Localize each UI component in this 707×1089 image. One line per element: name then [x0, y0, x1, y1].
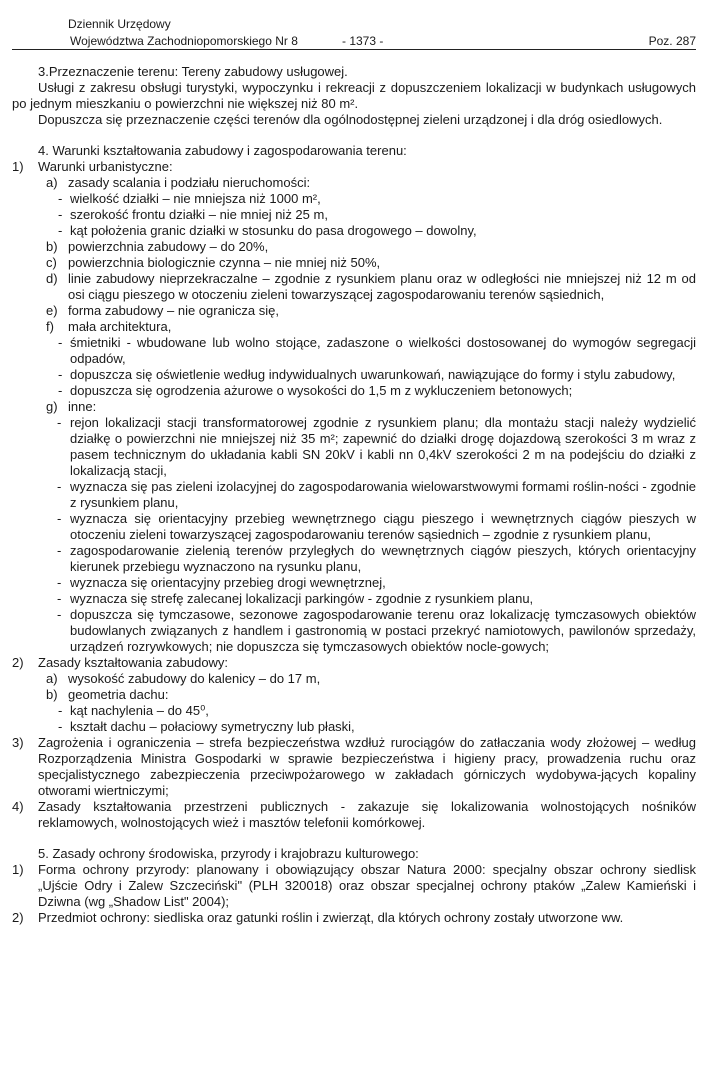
section-4-title: 4. Warunki kształtowania zabudowy i zagospodarowania terenu: — [38, 143, 407, 158]
dash-item — [12, 511, 696, 543]
dash-item — [12, 367, 696, 383]
list-item-text: mała architektura, — [68, 319, 172, 334]
list-item-text: forma zabudowy – nie ogranicza się, — [68, 303, 280, 318]
dash-item-text: kąt położenia granic działki w stosunku do pasa drogowego – dowolny, — [70, 223, 477, 238]
sub-list-item — [12, 687, 696, 703]
document-body — [12, 64, 696, 926]
list-item-text: Zasady kształtowania zabudowy: — [38, 655, 229, 670]
list-marker: 3) — [12, 735, 24, 750]
dash-marker: - — [58, 335, 63, 350]
sub-list-item — [12, 239, 696, 255]
page-header — [12, 16, 696, 50]
dash-item — [12, 591, 696, 607]
dash-item — [12, 575, 696, 591]
list-item-text: zasady scalania i podziału nieruchomości: — [68, 175, 311, 190]
dash-item-text: wyznacza się orientacyjny przebieg wewnętrznego ciągu pieszego i wewnętrznych ciągów pieszych w otoczeniu zieleni towarzyszącej zagospodarowaniu terenów sąsiednich – zgodnie z rysunkiem planu, — [70, 511, 696, 542]
sub-list-item — [12, 671, 696, 687]
list-marker: b) — [46, 239, 58, 254]
list-item — [12, 655, 696, 671]
dash-item-text: kształt dachu – połaciowy symetryczny lub płaski, — [70, 719, 355, 734]
dash-item-text: rejon lokalizacji stacji transformatorowej zgodnie z rysunkiem planu; dla montażu stacji należy wydzielić działkę o powierzchni nie mniejszej niż 35 m²; zapewnić do działki drogę dojazdową szerokości 3 m wraz z pasem technicznym do układania kabli SN 20kV i kabli nn 0,4kV szerokości 2 m na podejściu do działki z lokalizacją stacji, — [70, 415, 696, 478]
list-item — [12, 159, 696, 175]
dash-item — [12, 207, 696, 223]
page-number: - 1373 - — [342, 34, 384, 48]
list-marker: 2) — [12, 655, 24, 670]
dash-marker: - — [58, 703, 63, 718]
dash-item-text: wyznacza się pas zieleni izolacyjnej do zagospodarowania wielowarstwowymi formami roślin-ności - zgodnie z rysunkiem planu, — [70, 479, 696, 510]
list-marker: e) — [46, 303, 58, 318]
list-marker: d) — [46, 271, 58, 286]
sub-list-item — [12, 271, 696, 303]
list-marker: 2) — [12, 910, 24, 925]
dash-item — [12, 335, 696, 367]
dash-marker: - — [58, 383, 63, 398]
dash-item — [12, 719, 696, 735]
sub-list-item — [12, 319, 696, 335]
dash-marker: - — [57, 543, 62, 558]
dash-marker: - — [57, 415, 62, 430]
sub-list-item — [12, 255, 696, 271]
list-item-text: Zasady kształtowania przestrzeni publicznych - zakazuje się lokalizowania wolnostojących nośników reklamowych, wolnostojących wież i masztów telefonii komórkowej. — [38, 799, 696, 830]
list-item-text: wysokość zabudowy do kalenicy – do 17 m, — [68, 671, 321, 686]
dash-item — [12, 703, 696, 719]
sub-list-item — [12, 175, 696, 191]
list-item-text: inne: — [68, 399, 97, 414]
dash-marker: - — [58, 191, 63, 206]
dash-item-text: wielkość działki – nie mniejsza niż 1000 m², — [70, 191, 321, 206]
list-item-text: linie zabudowy nieprzekraczalne – zgodnie z rysunkiem planu oraz w odległości nie mniejszej niż 12 m od osi ciągu pieszego w otoczeniu zieleni towarzyszącej zagospodarowaniu terenów sąsiednich, — [68, 271, 696, 302]
list-marker: g) — [46, 399, 58, 414]
list-item-text: Warunki urbanistyczne: — [38, 159, 173, 174]
journal-title: Dziennik Urzędowy — [68, 17, 171, 31]
dash-item — [12, 191, 696, 207]
dash-item — [12, 223, 696, 239]
list-item-text: powierzchnia biologicznie czynna – nie mniej niż 50%, — [68, 255, 381, 270]
list-marker: a) — [46, 175, 58, 190]
list-marker: 1) — [12, 159, 24, 174]
list-marker: c) — [46, 255, 57, 270]
sub-list-item — [12, 303, 696, 319]
dash-item-text: szerokość frontu działki – nie mniej niż 25 m, — [70, 207, 328, 222]
dash-item — [12, 383, 696, 399]
dash-item-text: zagospodarowanie zielenią terenów przyległych do wewnętrznych ciągów pieszych, których orientacyjny kierunek przebiegu wyznaczono na rysunku planu, — [70, 543, 696, 574]
list-item-text: Forma ochrony przyrody: planowany i obowiązujący obszar Natura 2000: specjalny obszar ochrony siedlisk „Ujście Odry i Zalew Szczeciński" (PLH 320018) oraz obszar specjalnej ochrony ptaków „Zalew Kamieński i Dziwna (wg „Shadow List" 2004); — [38, 862, 696, 909]
dash-marker: - — [57, 607, 62, 622]
section-3-paragraph: Usługi z zakresu obsługi turystyki, wypoczynku i rekreacji z dopuszczeniem lokalizacji w budynkach usługowych po jednym mieszkaniu o powierzchni nie większej niż 80 m². — [12, 80, 696, 111]
list-marker: 4) — [12, 799, 24, 814]
dash-item-text: wyznacza się orientacyjny przebieg drogi wewnętrznej, — [70, 575, 386, 590]
list-item-text: Przedmiot ochrony: siedliska oraz gatunki roślin i zwierząt, dla których ochrony zostały utworzone ww. — [38, 910, 624, 925]
dash-item — [12, 415, 696, 479]
dash-item-text: dopuszcza się ogrodzenia ażurowe o wysokości do 1,5 m z wykluczeniem betonowych; — [70, 383, 573, 398]
list-item — [12, 799, 696, 831]
list-item — [12, 735, 696, 799]
dash-marker: - — [58, 367, 63, 382]
list-marker: a) — [46, 671, 58, 686]
list-item-text: Zagrożenia i ograniczenia – strefa bezpieczeństwa wzdłuż rurociągów do zatłaczania wody złożowej – według Rozporządzenia Ministra Gospodarki w sprawie bezpieczeństwa i higieny pracy, prowadzenia ruchu oraz specjalistycznego zabezpieczenia przeciwpożarowego w zakładach górniczych wydobywa-jących kopaliny otworami wiertniczymi; — [38, 735, 696, 798]
list-item — [12, 910, 696, 926]
list-marker: f) — [46, 319, 54, 334]
list-item-text: geometria dachu: — [68, 687, 169, 702]
dash-item-text: wyznacza się strefę zalecanej lokalizacji parkingów - zgodnie z rysunkiem planu, — [70, 591, 534, 606]
dash-item-text: śmietniki - wbudowane lub wolno stojące, zadaszone o wielkości dostosowanej do wymogów segregacji odpadów, — [70, 335, 696, 366]
dash-marker: - — [57, 511, 62, 526]
position-number: Poz. 287 — [648, 34, 696, 48]
dash-marker: - — [57, 591, 62, 606]
dash-item-text: kąt nachylenia – do 45⁰, — [70, 703, 209, 718]
dash-item — [12, 543, 696, 575]
section-3-paragraph: Dopuszcza się przeznaczenie części terenów dla ogólnodostępnej zieleni urządzonej i dla dróg osiedlowych. — [38, 112, 663, 127]
dash-marker: - — [57, 479, 62, 494]
list-marker: b) — [46, 687, 58, 702]
section-5-title: 5. Zasady ochrony środowiska, przyrody i krajobrazu kulturowego: — [38, 846, 419, 861]
dash-marker: - — [57, 575, 62, 590]
dash-item-text: dopuszcza się oświetlenie według indywidualnych uwarunkowań, nawiązujące do formy i stylu zabudowy, — [70, 367, 676, 382]
list-item — [12, 862, 696, 910]
list-marker: 1) — [12, 862, 24, 877]
sub-list-item — [12, 399, 696, 415]
dash-marker: - — [58, 719, 63, 734]
section-3-title: 3.Przeznaczenie terenu: Tereny zabudowy usługowej. — [38, 64, 348, 79]
list-item-text: powierzchnia zabudowy – do 20%, — [68, 239, 269, 254]
dash-marker: - — [58, 207, 63, 222]
dash-item — [12, 479, 696, 511]
dash-item-text: dopuszcza się tymczasowe, sezonowe zagospodarowanie terenu oraz lokalizację tymczasowych obiektów budowlanych związanych z handlem i gastronomią w postaci przekryć namiotowych, pawilonów sprzedaży, urządzeń rozrywkowych; nie dopuszcza się tymczasowych obiektów nocle-gowych; — [70, 607, 696, 654]
dash-marker: - — [58, 223, 63, 238]
journal-subtitle: Województwa Zachodniopomorskiego Nr 8 — [70, 34, 298, 48]
dash-item — [12, 607, 696, 655]
